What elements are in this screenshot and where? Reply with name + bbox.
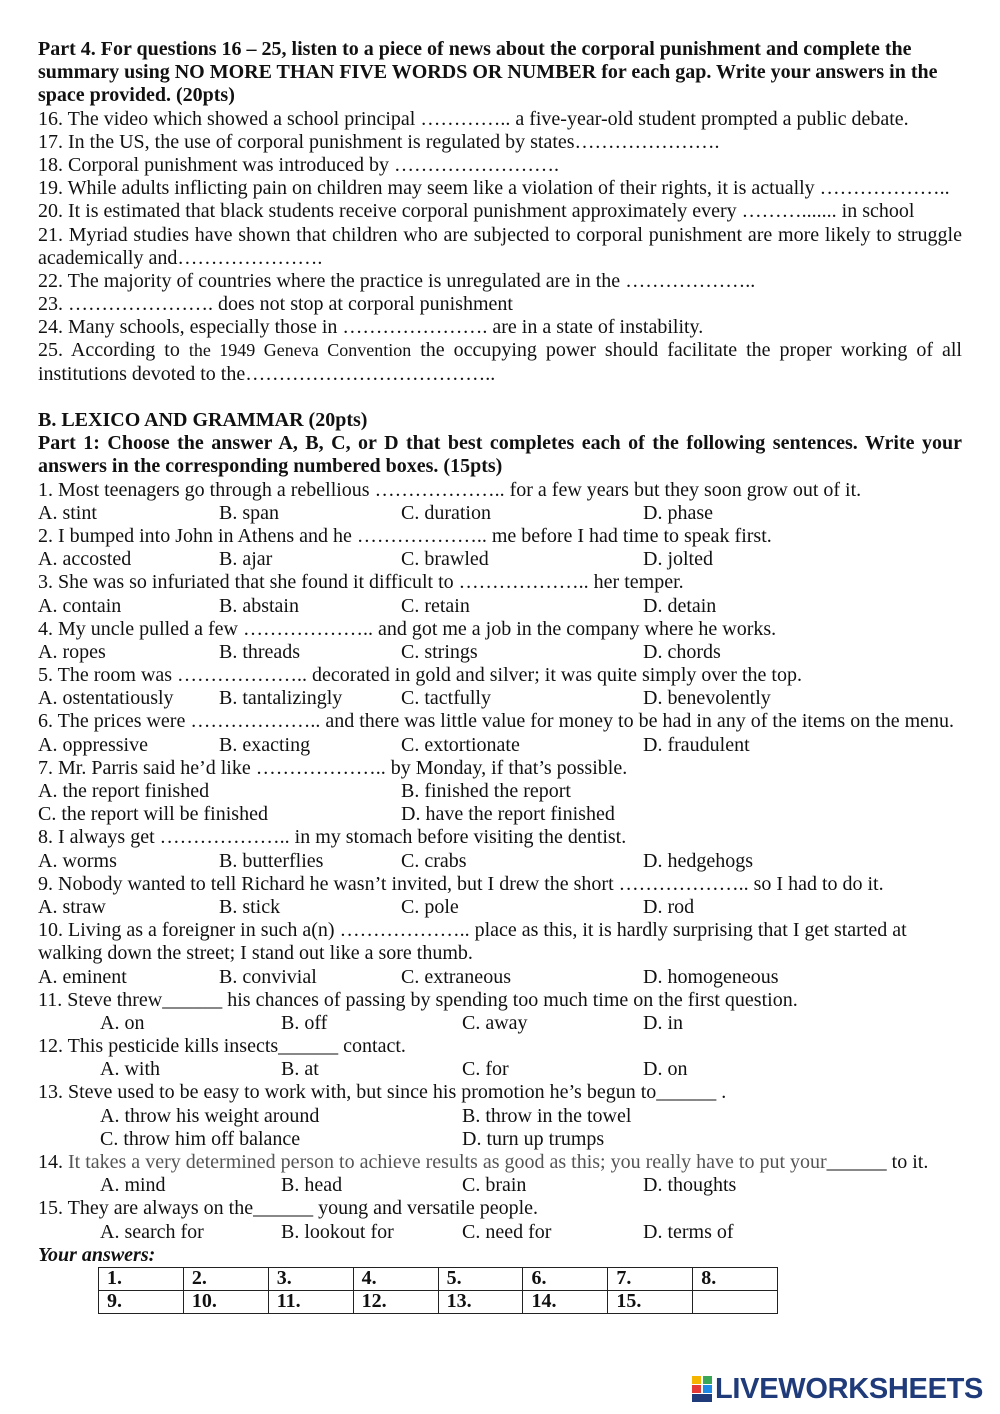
answer-table <box>98 1267 778 1314</box>
answer-cell: 1. <box>99 1267 184 1290</box>
option-a: A. on <box>100 1011 145 1034</box>
option-b: B. butterflies <box>219 849 324 872</box>
question-25 <box>38 339 962 362</box>
liveworksheets-logo-icon <box>692 1376 712 1402</box>
option-d: D. detain <box>643 594 717 617</box>
option-a: A. search for <box>100 1220 204 1243</box>
question-14-tail: ______ to it. <box>826 1151 929 1173</box>
option-d: D. chords <box>643 640 721 663</box>
part4-heading-line: Part 4. For questions 16 – 25, listen to a piece of news about the corporal punishment and complete the <box>38 38 912 60</box>
options-row <box>38 548 962 571</box>
part1-heading-line: answers in the corresponding numbered boxes. (15pts) <box>38 455 503 478</box>
option-b: B. stick <box>219 895 281 918</box>
option-d: D. thoughts <box>643 1174 737 1197</box>
options-row <box>38 1012 962 1035</box>
option-c: C. retain <box>401 594 470 617</box>
question-16: 16. The video which showed a school principal ………….. a five-year-old student prompted a public debate. <box>38 107 909 130</box>
option-a: A. eminent <box>38 965 127 988</box>
question-25-rest: the occupying power should facilitate the proper working of all <box>420 339 962 362</box>
option-a: A. accosted <box>38 548 132 571</box>
question-13: 13. Steve used to be easy to work with, but since his promotion he’s begun to______ . <box>38 1081 727 1104</box>
option-b: B. at <box>281 1058 319 1081</box>
option-c: C. extraneous <box>401 965 511 988</box>
option-b: B. finished the report <box>401 780 571 802</box>
option-d: D. jolted <box>643 548 713 571</box>
answer-cell: 9. <box>99 1290 184 1313</box>
question-25-lead: 25. According to <box>38 339 180 362</box>
options-row <box>38 966 962 989</box>
option-b: B. lookout for <box>281 1220 394 1243</box>
option-c: C. for <box>462 1058 509 1081</box>
question-2: 2. I bumped into John in Athens and he ……………….. me before I had time to speak first. <box>38 524 772 547</box>
option-a: A. the report finished <box>38 780 210 802</box>
option-a: A. throw his weight around <box>100 1104 320 1127</box>
option-a: A. worms <box>38 849 117 872</box>
question-6: 6. The prices were ……………….. and there was little value for money to be had in any of the items on the menu. <box>38 710 955 733</box>
question-21-continued: academically and…………………. <box>38 246 323 269</box>
option-b: B. off <box>281 1011 328 1034</box>
option-c: C. strings <box>401 640 478 663</box>
part4-heading-line: space provided. (20pts) <box>38 84 235 107</box>
option-a: A. with <box>100 1058 160 1081</box>
worksheet-page <box>38 38 962 1314</box>
option-c: C. need for <box>462 1220 552 1243</box>
answer-table-row <box>99 1290 778 1313</box>
option-c: C. tactfully <box>401 687 491 710</box>
option-a: A. mind <box>100 1174 166 1197</box>
answer-table-row <box>99 1267 778 1290</box>
question-14-text: It takes a very determined person to achieve results as good as this; you really have to put your <box>68 1151 827 1173</box>
answer-cell: 11. <box>268 1290 353 1313</box>
option-d: D. phase <box>643 501 713 524</box>
answer-cell <box>693 1290 778 1313</box>
question-15: 15. They are always on the______ young and versatile people. <box>38 1197 539 1220</box>
question-12: 12. This pesticide kills insects______ contact. <box>38 1035 406 1058</box>
question-5: 5. The room was ……………….. decorated in gold and silver; it was quite simply over the top. <box>38 664 802 687</box>
option-c: C. pole <box>401 895 459 918</box>
question-22: 22. The majority of countries where the practice is unregulated are in the ……………….. <box>38 269 756 292</box>
option-d: D. terms of <box>643 1220 734 1243</box>
options-row <box>38 641 962 664</box>
answer-cell: 15. <box>608 1290 693 1313</box>
question-25-convention: the 1949 Geneva Convention <box>188 340 412 361</box>
answer-cell: 4. <box>353 1267 438 1290</box>
options-row <box>38 1128 962 1151</box>
option-a: A. straw <box>38 895 106 918</box>
options-row <box>38 1221 962 1244</box>
question-1: 1. Most teenagers go through a rebellious ……………….. for a few years but they soon grow out of it. <box>38 478 862 501</box>
question-3: 3. She was so infuriated that she found it difficult to ……………….. her temper. <box>38 571 684 594</box>
options-row <box>38 1174 962 1197</box>
option-b: B. convivial <box>219 965 317 988</box>
question-4: 4. My uncle pulled a few ……………….. and got me a job in the company where he works. <box>38 617 777 640</box>
option-c: C. extortionate <box>401 733 520 756</box>
options-row <box>38 502 962 525</box>
answer-cell: 7. <box>608 1267 693 1290</box>
options-row <box>38 1105 962 1128</box>
option-c: C. brain <box>462 1174 527 1197</box>
answer-cell: 10. <box>183 1290 268 1313</box>
option-a: A. ostentatiously <box>38 687 174 710</box>
options-row <box>38 1058 962 1081</box>
option-b: B. head <box>281 1174 343 1197</box>
section-title: B. LEXICO AND GRAMMAR (20pts) <box>38 409 368 431</box>
option-b: B. tantalizingly <box>219 687 343 710</box>
option-a: A. ropes <box>38 640 106 663</box>
option-d: D. hedgehogs <box>643 849 753 872</box>
question-9: 9. Nobody wanted to tell Richard he wasn’t invited, but I drew the short ……………….. so I had to do it. <box>38 872 884 895</box>
option-b: B. abstain <box>219 594 299 617</box>
options-row <box>38 803 962 826</box>
options-row <box>38 896 962 919</box>
option-a: A. oppressive <box>38 733 148 756</box>
options-row <box>38 734 962 757</box>
answer-cell: 13. <box>438 1290 523 1313</box>
option-d: D. on <box>643 1058 688 1081</box>
option-b: B. threads <box>219 640 301 663</box>
options-row <box>38 595 962 618</box>
liveworksheets-wordmark: LIVEWORKSHEETS <box>715 1373 984 1405</box>
part1-heading-line: Part 1: Choose the answer A, B, C, or D that best completes each of the following sentences. Write your <box>38 432 962 455</box>
question-19: 19. While adults inflicting pain on children may seem like a violation of their rights, it is actually ……………….. <box>38 177 950 200</box>
options-row <box>38 850 962 873</box>
part4-heading-line: summary using NO MORE THAN FIVE WORDS OR NUMBER for each gap. Write your answers in the <box>38 61 938 84</box>
spacer <box>38 386 962 409</box>
option-d: D. homogeneous <box>643 965 779 988</box>
answer-cell: 2. <box>183 1267 268 1290</box>
option-d: D. in <box>643 1011 683 1034</box>
answer-cell: 8. <box>693 1267 778 1290</box>
answer-cell: 3. <box>268 1267 353 1290</box>
option-a: A. contain <box>38 594 122 617</box>
answer-cell: 6. <box>523 1267 608 1290</box>
question-21: 21. Myriad studies have shown that children who are subjected to corporal punishment are more likely to struggle <box>38 223 962 246</box>
question-14 <box>38 1151 962 1174</box>
option-d: D. have the report finished <box>401 803 615 826</box>
question-20: 20. It is estimated that black students receive corporal punishment approximately every ………....... in school <box>38 200 915 223</box>
option-b: B. exacting <box>219 733 311 756</box>
option-c: C. duration <box>401 501 491 524</box>
question-25-continued: institutions devoted to the……………………………….. <box>38 362 496 385</box>
question-10: 10. Living as a foreigner in such a(n) ……………….. place as this, it is hardly surprising that I get started at <box>38 919 907 942</box>
question-17: 17. In the US, the use of corporal punishment is regulated by states…………………. <box>38 130 720 153</box>
option-c: C. crabs <box>401 849 467 872</box>
option-c: C. the report will be finished <box>38 803 268 826</box>
option-c: C. throw him off balance <box>100 1127 301 1150</box>
question-11: 11. Steve threw______ his chances of passing by spending too much time on the first question. <box>38 988 798 1011</box>
answer-cell: 12. <box>353 1290 438 1313</box>
option-b: B. ajar <box>219 548 273 571</box>
option-b: B. throw in the towel <box>462 1104 632 1127</box>
answers-label: Your answers: <box>38 1243 156 1266</box>
question-24: 24. Many schools, especially those in …………………. are in a state of instability. <box>38 316 704 339</box>
option-c: C. brawled <box>401 548 489 571</box>
option-c: C. away <box>462 1011 528 1034</box>
question-8: 8. I always get ……………….. in my stomach before visiting the dentist. <box>38 826 627 849</box>
question-23: 23. …………………. does not stop at corporal punishment <box>38 293 513 316</box>
option-d: D. turn up trumps <box>462 1127 605 1150</box>
question-18: 18. Corporal punishment was introduced by ……………………. <box>38 153 560 176</box>
question-7: 7. Mr. Parris said he’d like ……………….. by Monday, if that’s possible. <box>38 756 628 779</box>
option-d: D. benevolently <box>643 687 771 710</box>
option-a: A. stint <box>38 501 97 524</box>
options-row <box>38 687 962 710</box>
option-b: B. span <box>219 501 279 524</box>
liveworksheets-logo[interactable] <box>692 1373 983 1405</box>
option-d: D. rod <box>643 895 695 918</box>
answer-cell: 14. <box>523 1290 608 1313</box>
answer-cell: 5. <box>438 1267 523 1290</box>
options-row <box>38 780 962 803</box>
question-10-continued: walking down the street; I stand out like a sore thumb. <box>38 942 473 965</box>
option-d: D. fraudulent <box>643 733 750 756</box>
question-14-number: 14. <box>38 1151 63 1173</box>
